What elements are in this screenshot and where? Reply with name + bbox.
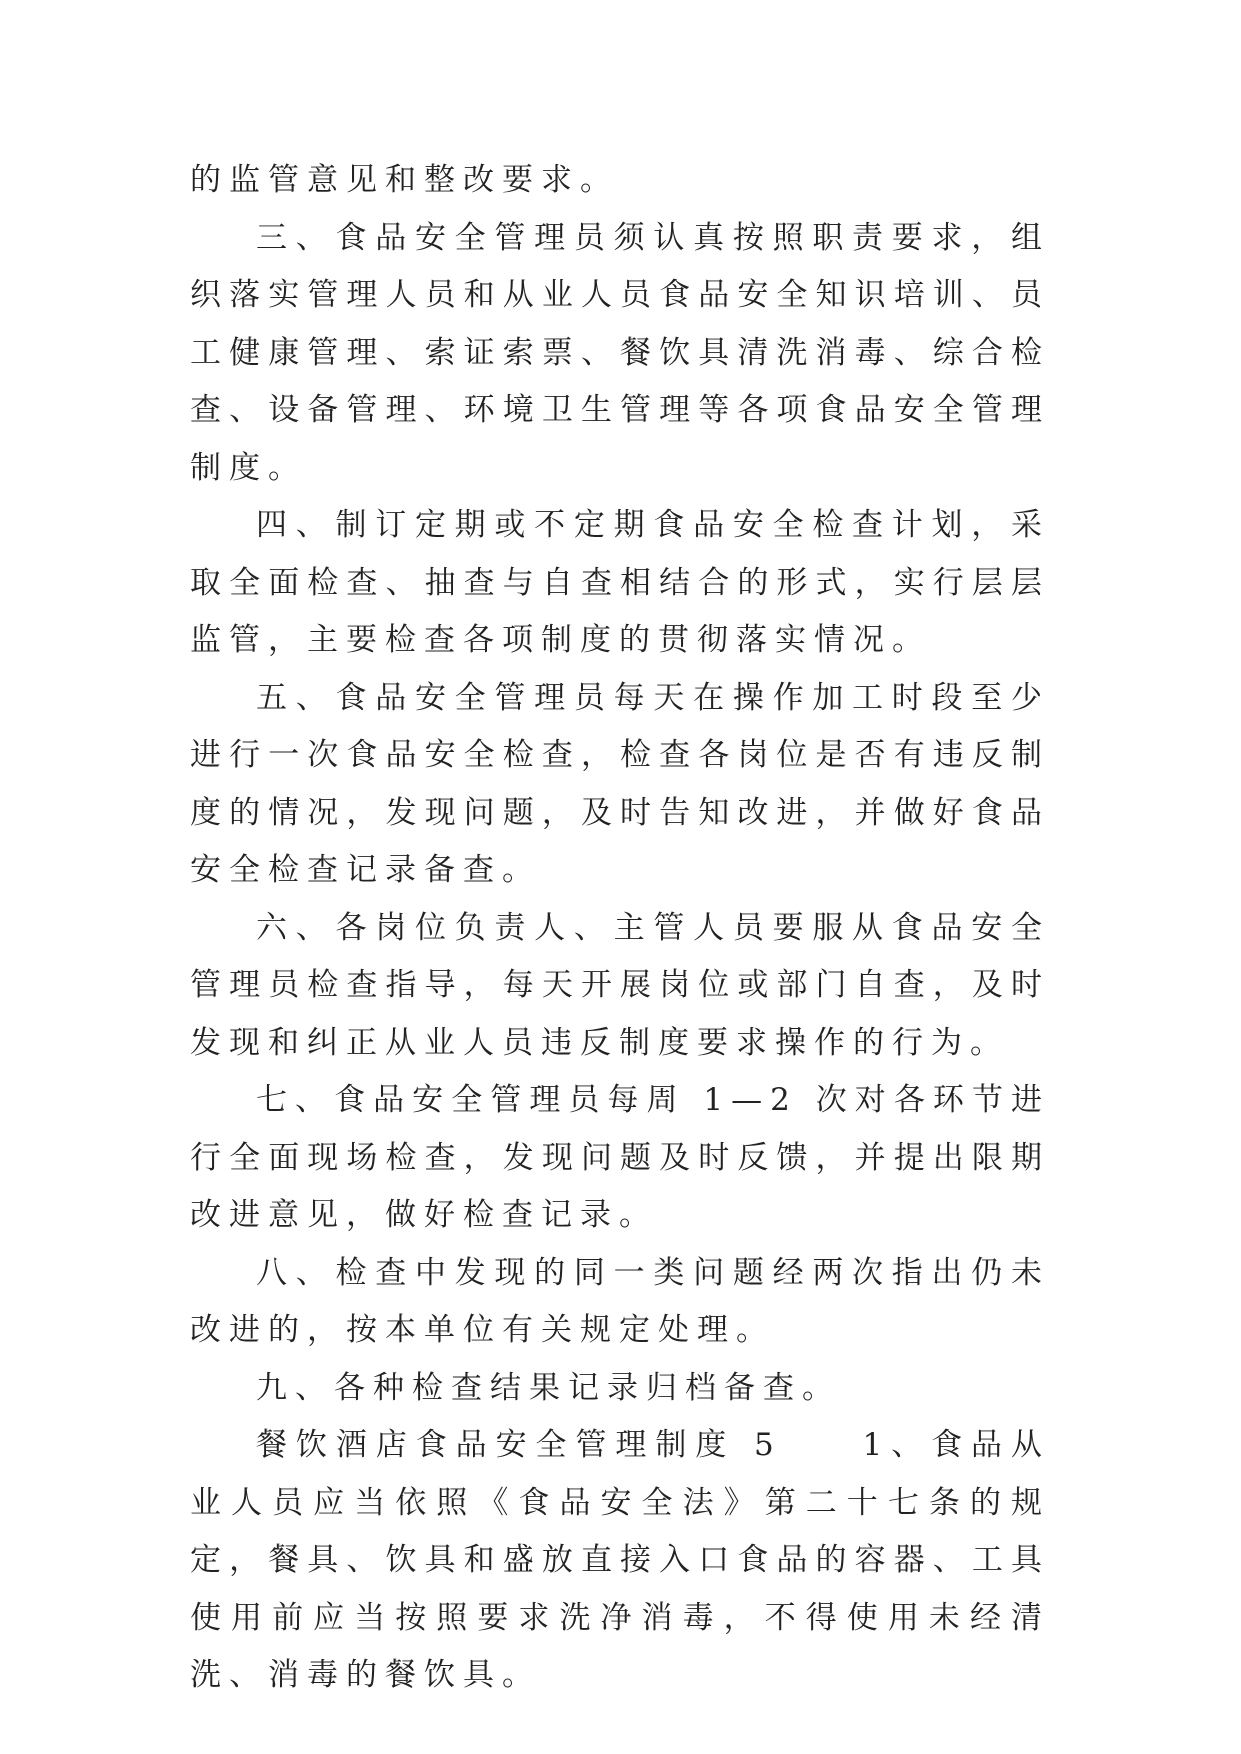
paragraph-item-8: 八、检查中发现的同一类问题经两次指出仍未改进的，按本单位有关规定处理。 bbox=[190, 1254, 1050, 1348]
paragraph-section-5: 餐饮酒店食品安全管理制度 5 1、食品从业人员应当依照《食品安全法》第二十七条的规定，餐具、饮具和盛放直接入口食品的容器、工具使用前应当按照要求洗净消毒，不得使用未经清洗、消毒的餐饮具。 bbox=[190, 1427, 1050, 1693]
paragraph-item-7: 七、食品安全管理员每周 1—2 次对各环节进行全面现场检查，发现问题及时反馈，并提出限期改进意见，做好检查记录。 bbox=[190, 1082, 1050, 1233]
paragraph-item-3: 三、食品安全管理员须认真按照职责要求，组织落实管理人员和从业人员食品安全知识培训、员工健康管理、索证索票、餐饮具清洗消毒、综合检查、设备管理、环境卫生管理等各项食品安全管理制度。 bbox=[190, 219, 1050, 486]
paragraph-item-6: 六、各岗位负责人、主管人员要服从食品安全管理员检查指导，每天开展岗位或部门自查，及时发现和纠正从业人员违反制度要求操作的行为。 bbox=[190, 909, 1050, 1061]
paragraph-item-4: 四、制订定期或不定期食品安全检查计划，采取全面检查、抽查与自查相结合的形式，实行层层监管，主要检查各项制度的贯彻落实情况。 bbox=[190, 507, 1050, 658]
paragraph-item-9: 九、各种检查结果记录归档备查。 bbox=[256, 1369, 841, 1406]
paragraph-item-5: 五、食品安全管理员每天在操作加工时段至少进行一次食品安全检查，检查各岗位是否有违反制度的情况，发现问题，及时告知改进，并做好食品安全检查记录备查。 bbox=[190, 679, 1050, 888]
document-body bbox=[190, 152, 1050, 1705]
paragraph-continuation: 的监管意见和整改要求。 bbox=[190, 162, 619, 198]
